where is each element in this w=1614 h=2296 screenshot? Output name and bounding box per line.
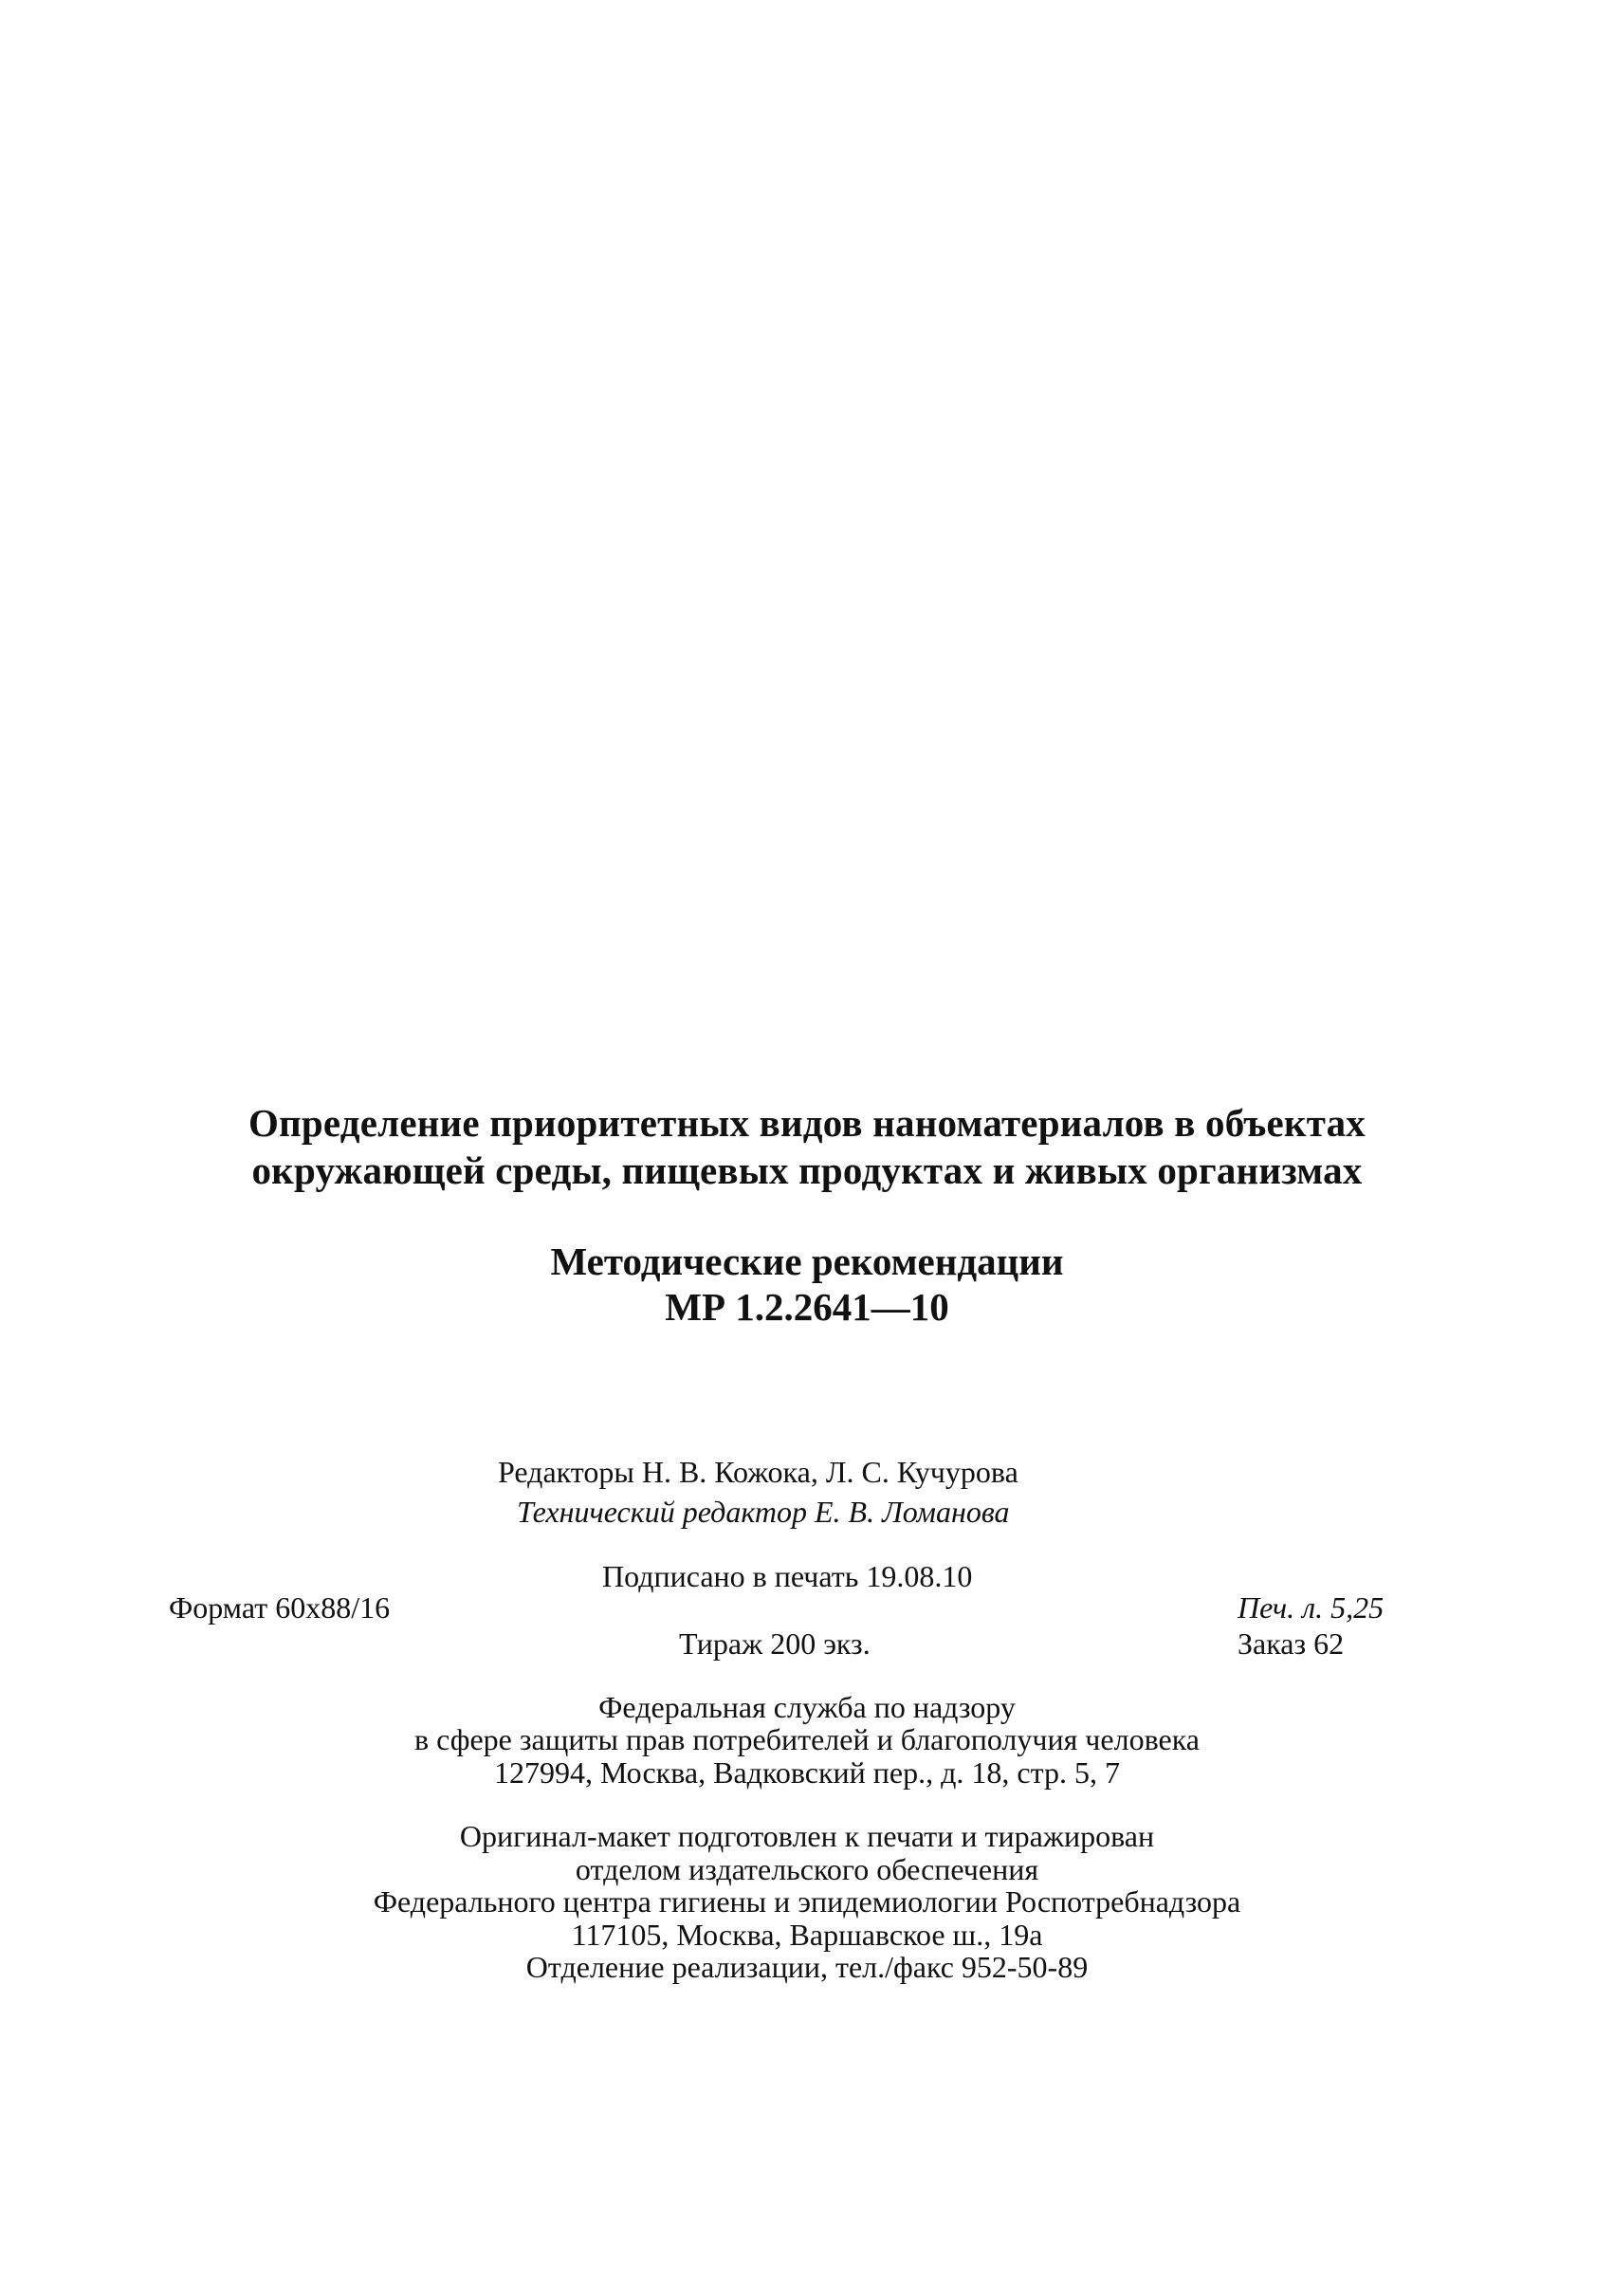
technical-editor-line: Технический редактор Е. В. Ломанова [517,1495,1010,1529]
printer-line-1: Оригинал-макет подготовлен к печати и тиражирован [459,1819,1155,1853]
publisher-line-2: в сфере защиты прав потребителей и благополучия человека [414,1722,1200,1756]
printed-sheets: Печ. л. 5,25 [1238,1590,1385,1625]
title-line-1: Определение приоритетных видов наноматериалов в объектах [248,1101,1366,1145]
sales-department-contact: Отделение реализации, тел./факс 952-50-89 [525,1950,1089,1984]
printer-line-2: отделом издательского обеспечения [575,1852,1039,1886]
editors-line: Редакторы Н. В. Кожока, Л. С. Кучурова [498,1455,1018,1489]
publisher-address: 127994, Москва, Вадковский пер., д. 18, стр. 5, 7 [494,1755,1120,1790]
printer-address: 117105, Москва, Варшавское ш., 19а [571,1918,1043,1952]
title-line-2: окружающей среды, пищевых продуктах и живых организмах [251,1148,1363,1192]
printer-line-3: Федерального центра гигиены и эпидемиологии Роспотребнадзора [373,1884,1241,1919]
document-number: МР 1.2.2641—10 [665,1285,949,1329]
publisher-line-1: Федеральная служба по надзору [598,1690,1016,1724]
document-type: Методические рекомендации [550,1240,1064,1283]
format-info: Формат 60x88/16 [169,1590,391,1625]
order-number: Заказ 62 [1238,1626,1345,1661]
signed-to-print: Подписано в печать 19.08.10 [602,1559,973,1593]
circulation-info: Тираж 200 экз. [679,1626,871,1661]
